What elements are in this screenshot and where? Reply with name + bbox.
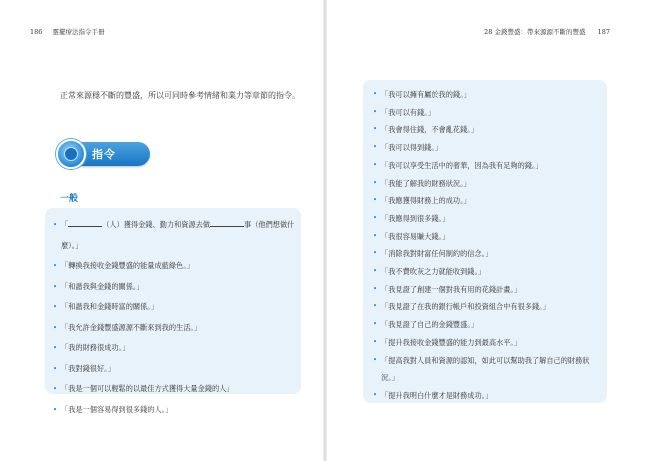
bullet-icon: • — [373, 125, 378, 134]
list-item: • 「我見證了自己的金錢豐盛。」 — [373, 316, 601, 334]
right-chapter-title: 28 金錢豐盛：帶來源源不斷的豐盛 — [484, 28, 586, 36]
list-item: • 「我是一個可以輕鬆的以最佳方式獲得大量金錢的人」 — [53, 379, 295, 400]
right-page-number: 187 — [597, 28, 610, 36]
right-affirmation-box — [363, 80, 607, 403]
list-item: • 「提升我接收金錢豐盛的能力到最高水平。」 — [373, 334, 601, 352]
left-affirmation-list — [53, 215, 295, 420]
bullet-icon: • — [373, 390, 378, 399]
list-item: • 「我允許金錢豐盛源源不斷來到我的生活。」 — [53, 318, 295, 339]
left-page-header — [30, 27, 105, 36]
list-item: • 「提升我明白什麼才是財務成功。」 — [373, 387, 601, 405]
bullet-icon: • — [53, 323, 58, 332]
section-title: 一般 — [60, 194, 79, 204]
list-item: • 「我可以有錢。」 — [373, 104, 601, 122]
list-item: • 「我是一個容易得到很多錢的人。」 — [53, 400, 295, 421]
fill-in-blank — [68, 218, 102, 227]
bullet-icon: • — [373, 337, 378, 346]
bullet-icon: • — [373, 231, 378, 240]
list-item: • 「我應得到很多錢。」 — [373, 210, 601, 228]
bullet-icon: • — [373, 267, 378, 276]
left-book-title: 靈擺療法指令手冊 — [52, 28, 105, 36]
list-item: • 「我很容易賺大錢。」 — [373, 228, 601, 246]
list-item: • 「我可以擁有屬於我的錢。」 — [373, 86, 601, 104]
list-item: • 「我對錢很好。」 — [53, 359, 295, 380]
instructions-badge — [58, 142, 150, 166]
bullet-icon: • — [373, 355, 378, 364]
list-item: • 「和諧我和金錢時富的關係。」 — [53, 297, 295, 318]
left-affirmation-box — [45, 208, 301, 414]
bullet-icon: • — [373, 107, 378, 116]
bullet-icon: • — [53, 221, 58, 229]
bullet-icon: • — [373, 213, 378, 222]
bullet-icon: • — [53, 303, 58, 311]
bullet-icon: • — [53, 344, 58, 352]
bullet-icon: • — [373, 284, 378, 293]
bullet-icon: • — [373, 143, 378, 152]
list-item: • 「消除我對財富任何制約的信念。」 — [373, 245, 601, 263]
list-item: • 「和諧我與金錢的關係。」 — [53, 277, 295, 298]
badge-circle-icon — [56, 139, 86, 169]
list-item: • 「轉換我接收金錢豐盛的能量成藍綠色。」 — [53, 256, 295, 277]
list-item: • 「我可以得到錢。」 — [373, 139, 601, 157]
bullet-icon: • — [373, 90, 378, 98]
bullet-icon: • — [53, 282, 58, 291]
bullet-icon: • — [53, 405, 58, 414]
list-item: • 「我應獲得財務上的成功。」 — [373, 192, 601, 210]
bullet-icon: • — [373, 160, 378, 169]
bullet-icon: • — [53, 364, 58, 373]
bullet-icon: • — [373, 249, 378, 258]
badge-label: 指令 — [92, 148, 116, 161]
left-page-number: 186 — [30, 28, 43, 36]
intro-paragraph: 正常來源穩不斷的豐盛，所以可同時參考情緒和業力等章節的指令。 — [60, 91, 300, 100]
bullet-icon: • — [53, 385, 58, 393]
bullet-icon: • — [373, 302, 378, 311]
list-item: • 「我不費吹灰之力就能收到錢。」 — [373, 263, 601, 281]
list-item: • 「我見證了創建一個對我有用的花錢計畫。」 — [373, 281, 601, 299]
list-item: • 「我見證了在我的銀行帳戶和投資組合中有很多錢。」 — [373, 298, 601, 316]
right-affirmation-list — [373, 86, 601, 405]
list-item: • 「我能了解我的財務狀況。」 — [373, 175, 601, 193]
book-spine — [323, 0, 327, 461]
list-item: • 「我的財務很成功。」 — [53, 338, 295, 359]
bullet-icon: • — [373, 196, 378, 205]
list-item: • 「提高我對人員和資源的認知，如此可以幫助我了解自己的財務狀況。」 — [373, 352, 601, 387]
list-item: • 「我會得住錢，不會亂花錢。」 — [373, 121, 601, 139]
fill-in-blank — [210, 218, 244, 227]
bullet-icon: • — [373, 320, 378, 329]
bullet-icon: • — [53, 262, 58, 270]
bullet-icon: • — [373, 178, 378, 187]
right-page-header — [484, 27, 610, 36]
list-item: • 「我可以享受生活中的奢華，因為我有足夠的錢。」 — [373, 157, 601, 175]
list-item: • 「 （人）獲得金錢、勤力和資源去做 事（他們想做什麼）。」 — [53, 215, 295, 256]
